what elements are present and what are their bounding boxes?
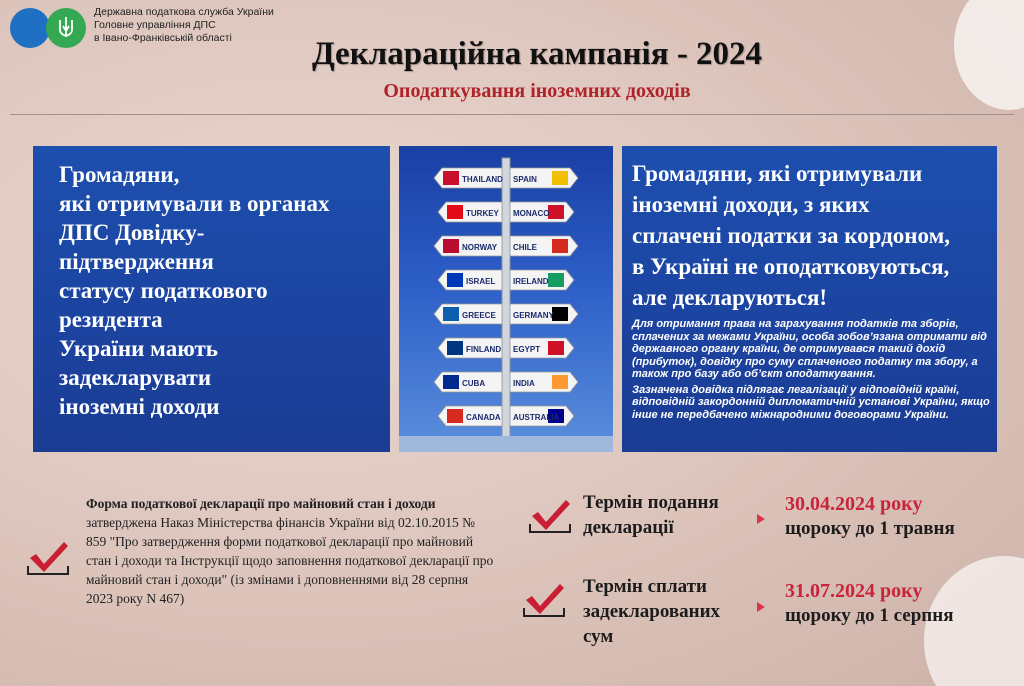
left-panel-text (59, 160, 330, 421)
panel-line: підтвердження (59, 249, 214, 274)
svg-text:THAILAND: THAILAND (462, 175, 503, 184)
filing-deadline-label (583, 490, 719, 540)
signpost-sign (510, 406, 574, 426)
label-line: сум (583, 626, 614, 647)
panel-line: Громадяни, (59, 162, 180, 187)
svg-text:FINLAND: FINLAND (466, 345, 502, 354)
arrow-right-icon (757, 514, 765, 524)
payment-deadline-yearly: щороку до 1 серпня (785, 605, 954, 626)
signpost-sign (510, 304, 578, 324)
panel-line: сплачені податки за кордоном, (632, 223, 950, 248)
filing-deadline-date: 30.04.2024 року (785, 493, 923, 515)
signpost-sign (510, 372, 578, 392)
payment-deadline-label (583, 574, 720, 649)
signpost-sign (438, 406, 502, 426)
signpost-sign (438, 270, 502, 290)
org-line: в Івано-Франківській області (94, 32, 232, 44)
svg-text:NORWAY: NORWAY (462, 243, 498, 252)
svg-text:CANADA: CANADA (466, 413, 501, 422)
svg-text:CHILE: CHILE (513, 243, 537, 252)
divider (10, 114, 1014, 115)
signpost-sign (434, 304, 502, 324)
checkbox-check-icon (524, 494, 576, 536)
panel-line: Громадяни, які отримували (632, 161, 923, 186)
signpost-sign (438, 338, 502, 358)
signpost-sign (510, 270, 574, 290)
svg-text:INDIA: INDIA (513, 379, 535, 388)
page-title: Деклараційна кампанія - 2024 (311, 36, 763, 72)
form-description: затверджена Наказ Міністерства фінансів України від 02.10.2015 № 859 "Про затвердження форми податкової декларації про майновий стан і доходи та Інструкції щодо заповнення податкової декларації про майновий стан і доходи" (із змінами і доповненнями від 28 серпня 2023 року N 467) (86, 515, 494, 606)
signpost-sign (510, 338, 574, 358)
svg-text:GREECE: GREECE (462, 311, 496, 320)
right-panel-heading (632, 158, 950, 313)
panel-line: ДПС Довідку- (59, 220, 205, 245)
signpost-sign (434, 372, 502, 392)
signpost-sign (510, 168, 578, 188)
org-line: Головне управління ДПС (94, 19, 216, 31)
right-panel-notes (632, 318, 992, 424)
panel-line: іноземні доходи, з яких (632, 192, 870, 217)
svg-text:AUSTRALIA: AUSTRALIA (513, 413, 560, 422)
label-line: Термін сплати (583, 576, 707, 597)
panel-line: які отримували в органах (59, 191, 330, 216)
svg-text:ISRAEL: ISRAEL (466, 277, 496, 286)
panel-line: в Україні не оподатковуються, (632, 254, 950, 279)
svg-text:TURKEY: TURKEY (466, 209, 499, 218)
signpost-sign (438, 202, 502, 222)
form-title: Форма податкової декларації про майновий стан і доходи (86, 496, 436, 511)
label-line: задекларованих (583, 601, 721, 622)
svg-text:CUBA: CUBA (462, 379, 486, 388)
declaration-form-info (86, 494, 496, 608)
org-line: Державна податкова служба України (94, 6, 274, 18)
left-info-panel (33, 146, 390, 452)
checkbox-check-icon (518, 578, 570, 620)
panel-line: іноземні доходи (59, 394, 220, 419)
signpost-sign (434, 168, 503, 188)
signpost-sign (434, 236, 502, 256)
svg-text:GERMANY: GERMANY (513, 311, 554, 320)
panel-line: України мають (59, 336, 218, 361)
label-line: декларації (583, 517, 674, 538)
note-paragraph: Зазначена довідка підлягає легалізації у відповідній країні, відповідній закордонній дипломатичній установі України, якщо інше не передбачено міжнародними договорами України. (632, 383, 990, 421)
panel-line: статусу податкового (59, 278, 268, 303)
signpost-photo (399, 146, 613, 452)
panel-line: резидента (59, 307, 163, 332)
svg-text:SPAIN: SPAIN (513, 175, 537, 184)
panel-line: задекларувати (59, 365, 212, 390)
signpost-sign (510, 202, 574, 222)
label-line: Термін подання (583, 492, 719, 513)
payment-deadline-date: 31.07.2024 року (785, 580, 923, 602)
panel-line: але декларуються! (632, 285, 828, 310)
signpost-sign (510, 236, 578, 256)
page-subtitle: Оподаткування іноземних доходів (383, 80, 691, 102)
right-info-panel (622, 146, 997, 452)
svg-text:IRELAND: IRELAND (513, 277, 549, 286)
note-paragraph: Для отримання права на зарахування податків та зборів, сплачених за межами України, особа зобов’язана отримати від державного органу країни, де отримувався такий дохід (прибуток), довідку про суму сплаченого податку та збору, а також про базу або об’єкт оподаткування. (632, 318, 987, 380)
svg-text:MONACO: MONACO (513, 209, 550, 218)
svg-text:EGYPT: EGYPT (513, 345, 541, 354)
signpost-illustration (399, 146, 613, 452)
arrow-right-icon (757, 602, 765, 612)
checkbox-check-icon (24, 536, 72, 578)
filing-deadline-yearly: щороку до 1 травня (785, 518, 955, 539)
